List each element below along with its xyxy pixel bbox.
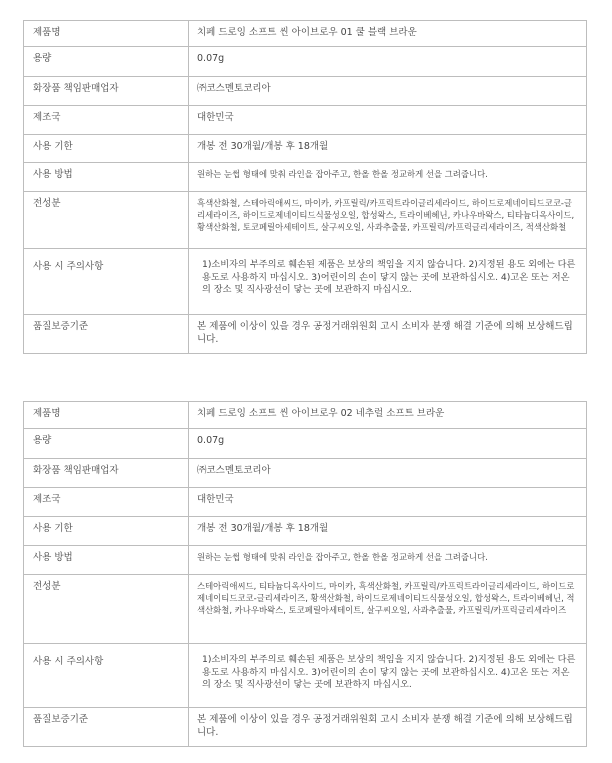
row-label: 품질보증기준 xyxy=(24,315,189,354)
row-value: 스테아릭애씨드, 티타늄디옥사이드, 마이카, 흑색산화철, 카프릴릭/카프릭트라이글리세라이드, 하이드로제네이티드코코-글리세라이즈, 황색산화철, 하이드로제네이티드식물성오일, 합성왁스, 트라이베헤닌, 적색산화철, 카나우바왁스, 토코페릴아세테이트, 살구씨오일, 사과추출물, 카프릴릭/카프릭글리세라이즈 xyxy=(189,575,587,644)
table-row xyxy=(24,488,587,517)
row-label: 사용 방법 xyxy=(24,163,189,192)
table-row xyxy=(24,315,587,354)
table-row xyxy=(24,21,587,47)
row-label: 화장품 책임판매업자 xyxy=(24,459,189,488)
row-label: 제조국 xyxy=(24,488,189,517)
row-label: 전성분 xyxy=(24,192,189,249)
row-value: 원하는 눈썹 형태에 맞춰 라인을 잡아주고, 한올 한올 정교하게 선을 그려줍니다. xyxy=(189,163,587,192)
table-row xyxy=(24,644,587,708)
row-value: 대한민국 xyxy=(189,488,587,517)
row-value: 0.07g xyxy=(189,429,587,459)
product-info-table-01 xyxy=(23,20,587,354)
row-label: 제품명 xyxy=(24,402,189,429)
table-row xyxy=(24,135,587,163)
row-value: 0.07g xyxy=(189,47,587,77)
row-value: 본 제품에 이상이 있을 경우 공정거래위원회 고시 소비자 분쟁 해결 기준에 의해 보상해드립니다. xyxy=(189,708,587,747)
row-value: 대한민국 xyxy=(189,106,587,135)
row-value: 원하는 눈썹 형태에 맞춰 라인을 잡아주고, 한올 한올 정교하게 선을 그려줍니다. xyxy=(189,546,587,575)
table-row xyxy=(24,192,587,249)
row-value: ㈜코스멘토코리아 xyxy=(189,77,587,106)
row-value: 개봉 전 30개월/개봉 후 18개월 xyxy=(189,517,587,546)
row-label: 화장품 책임판매업자 xyxy=(24,77,189,106)
table-row xyxy=(24,429,587,459)
row-value: 개봉 전 30개월/개봉 후 18개월 xyxy=(189,135,587,163)
row-value: 1)소비자의 부주의로 훼손된 제품은 보상의 책임을 지지 않습니다. 2)지정된 용도 외에는 다른 용도로 사용하지 마십시오. 3)어린이의 손이 닿지 않는 곳에 보관하십시오. 4)고온 또는 저온의 장소 및 직사광선이 닿는 곳에 보관하지 마십시오. xyxy=(189,644,587,708)
row-value: 본 제품에 이상이 있을 경우 공정거래위원회 고시 소비자 분쟁 해결 기준에 의해 보상해드립니다. xyxy=(189,315,587,354)
row-label: 품질보증기준 xyxy=(24,708,189,747)
table-row xyxy=(24,163,587,192)
row-value: ㈜코스멘토코리아 xyxy=(189,459,587,488)
row-label: 사용 기한 xyxy=(24,135,189,163)
table-row xyxy=(24,47,587,77)
row-label: 제품명 xyxy=(24,21,189,47)
table-row xyxy=(24,517,587,546)
row-value: 치페 드로잉 소프트 씬 아이브로우 02 네추럴 소프트 브라운 xyxy=(189,402,587,429)
table-row xyxy=(24,459,587,488)
table-row xyxy=(24,575,587,644)
table-row xyxy=(24,77,587,106)
row-label: 사용 시 주의사항 xyxy=(24,249,189,315)
table-row xyxy=(24,546,587,575)
table-row xyxy=(24,708,587,747)
row-label: 용량 xyxy=(24,429,189,459)
row-label: 제조국 xyxy=(24,106,189,135)
table-row xyxy=(24,249,587,315)
row-value: 치페 드로잉 소프트 씬 아이브로우 01 쿨 블랙 브라운 xyxy=(189,21,587,47)
row-value: 1)소비자의 부주의로 훼손된 제품은 보상의 책임을 지지 않습니다. 2)지정된 용도 외에는 다른 용도로 사용하지 마십시오. 3)어린이의 손이 닿지 않는 곳에 보관하십시오. 4)고온 또는 저온의 장소 및 직사광선이 닿는 곳에 보관하지 마십시오. xyxy=(189,249,587,315)
row-label: 사용 방법 xyxy=(24,546,189,575)
row-label: 용량 xyxy=(24,47,189,77)
row-label: 사용 기한 xyxy=(24,517,189,546)
table-row xyxy=(24,106,587,135)
row-label: 전성분 xyxy=(24,575,189,644)
product-info-table-02 xyxy=(23,401,587,747)
row-value: 흑색산화철, 스테아릭애씨드, 마이카, 카프릴릭/카프릭트라이글리세라이드, 하이드로제네이티드코코-글리세라이즈, 하이드로제네이티드식물성오일, 합성왁스, 트라이베헤닌, 카나우바왁스, 티타늄디옥사이드, 황색산화철, 토코페릴아세테이트, 살구씨오일, 사과추출물, 카프릴릭/카프릭글리세라이즈, 적색산화철 xyxy=(189,192,587,249)
table-row xyxy=(24,402,587,429)
row-label: 사용 시 주의사항 xyxy=(24,644,189,708)
